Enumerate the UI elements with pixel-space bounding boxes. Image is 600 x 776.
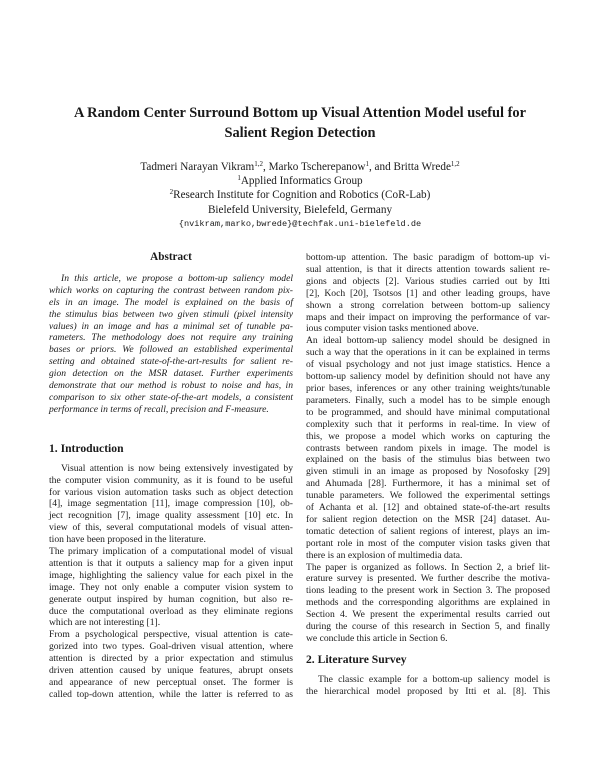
text-line: complexity such that it performs in real-time. In view of: [306, 418, 550, 430]
intro-paragraph-3-continued: [306, 252, 550, 335]
text-line: and Ahumada [28]. Furthermore, it has a minimal set of: [306, 478, 550, 490]
text-line: ious computer vision tasks mentioned above.: [306, 323, 479, 335]
text-line: which are not interesting [1].: [49, 617, 161, 629]
title-line-1: A Random Center Surround Bottom up Visual Attention Model useful for: [73, 105, 527, 121]
intro-paragraph-5: [306, 562, 550, 645]
text-line: Section 4. We present the experimental results carried out: [306, 609, 550, 621]
section-heading-introduction: 1. Introduction: [49, 441, 124, 455]
paper-title: [40, 103, 560, 143]
text-line: gorized into two types. Goal-driven visual attention, where: [49, 641, 293, 653]
abstract-heading: Abstract: [150, 251, 192, 263]
affiliation-2: [40, 188, 560, 202]
affiliation-text: Research Institute for Cognition and Robotics (CoR-Lab): [173, 189, 431, 202]
right-column: [306, 252, 550, 698]
text-line: view of this, several computational models of visual atten-: [49, 522, 293, 534]
text-line: for various vision automation tasks such as object detection: [49, 486, 293, 498]
text-line: given stimuli in an image as proposed by Nosofosky [29]: [306, 466, 550, 478]
title-line-2: Salient Region Detection: [224, 125, 376, 141]
intro-paragraph-4: [306, 335, 550, 561]
text-line: rameters. The methodology does not require any training: [49, 332, 293, 344]
text-line: of visual psychology and not just image statistics. Hence a: [306, 359, 550, 371]
intro-paragraph-3: [49, 629, 293, 700]
text-line: maps and their impact on improving the performance of var-: [306, 311, 550, 323]
affiliation-3: Bielefeld University, Bielefeld, Germany: [207, 203, 393, 216]
text-line: tunable parameters. We followed the experimental settings: [306, 490, 550, 502]
author-name: Marko Tscherepanow: [268, 161, 366, 173]
affiliation-1: [40, 174, 560, 188]
author-affiliation-marker: 1,2: [254, 160, 263, 168]
author-block: [40, 160, 560, 231]
text-line: attention is that it outputs a saliency map for a given input: [49, 557, 293, 569]
text-line: portant role in most of the computer vision tasks given that: [306, 537, 550, 549]
text-line: the stimulus bias between two given stimuli (pixel intensity: [49, 308, 293, 320]
affiliation-text: Applied Informatics Group: [240, 175, 363, 188]
intro-paragraph-2: [49, 546, 293, 629]
text-line: comparison to six other state-of-the-art models, a consistent: [49, 391, 293, 403]
abstract-body: [49, 273, 293, 416]
text-line: From a psychological perspective, visual attention is cate-: [49, 629, 293, 641]
text-line: prior bases, inferences or any other training weights/tunable: [306, 382, 550, 394]
text-line: The primary implication of a computational model of visual: [49, 546, 293, 558]
text-line: driven attention caused by unique features, abrupt onsets: [49, 665, 293, 677]
text-line: contrasts between random pixels in image. The model is: [306, 442, 550, 454]
text-line: ject recognition [7], image quality assessment [10] etc. In: [49, 510, 293, 522]
text-line: the hierarchical model proposed by Itti et al. [8]. This: [306, 685, 550, 697]
literature-paragraph-1: [306, 674, 550, 698]
text-line: bases or priors. We followed an established experimental: [49, 344, 293, 356]
text-line: tions leading to the present work in Section 3. The proposed: [306, 585, 550, 597]
affiliation-marker: 2: [169, 188, 174, 197]
author-affiliation-marker: 1,2: [450, 160, 460, 168]
text-line: gions and objects [2]. Various studies carried out by Itti: [306, 275, 550, 287]
text-line: In this article, we propose a bottom-up saliency model: [61, 272, 293, 284]
text-line: values) in an image and has a minimal set of tunable pa-: [49, 320, 293, 332]
left-column: [49, 252, 293, 701]
text-line: performance in terms of recall, precision and F-measure.: [49, 403, 269, 415]
text-line: this, we propose a model which works on capturing the: [306, 430, 550, 442]
text-line: generate output inspired by human cognition, but also re-: [49, 593, 293, 605]
text-line: sual attention, is that it directs attention towards salient re-: [306, 263, 550, 275]
text-line: An ideal bottom-up saliency model should be designed in: [306, 335, 550, 347]
author-separator: , and: [368, 161, 394, 173]
text-line: The paper is organized as follows. In Section 2, a brief lit-: [306, 561, 550, 573]
text-line: Visual attention is now being extensively investigated by: [61, 462, 293, 474]
text-line: duce the computational overload as they eliminate regions: [49, 605, 293, 617]
section-heading-literature-survey: 2. Literature Survey: [306, 652, 407, 666]
text-line: els in an image. The model is explained on the basis of: [49, 296, 293, 308]
intro-paragraph-1: [49, 463, 293, 546]
text-line: [4], image segmentation [11], image compression [10], ob-: [49, 498, 293, 510]
text-line: methods and the corresponding algorithms are explained in: [306, 597, 550, 609]
text-line: attention is directed by a prior expectation and stimulus: [49, 653, 293, 665]
text-line: such a way that the operations in it can be explained in terms: [306, 347, 550, 359]
text-line: demonstrate that our method is robust to noise and has, in: [49, 380, 293, 392]
author-name: Tadmeri Narayan Vikram: [140, 161, 255, 173]
text-line: image, highlighting the saliency value for each pixel in the: [49, 569, 293, 581]
text-line: and appearance of new perceptual onset. The former is: [49, 677, 293, 688]
text-line: [2], Koch [20], Tsotsos [1] and other leading groups, have: [306, 287, 550, 299]
text-line: explained on the basis of the stimulus bias between two: [306, 454, 550, 466]
text-line: to be programmed, and should have minimal computational: [306, 406, 550, 418]
text-line: setting and obtained state-of-the-art-results for salient re-: [49, 356, 293, 368]
text-line: erature survey is presented. We further describe the motiva-: [306, 573, 550, 585]
text-line: gion detection on the MSR dataset. Further experiments: [49, 368, 293, 380]
text-line: parameters. Finally, such a model has to be simple enough: [306, 394, 550, 406]
text-line: there is an explosion of multimedia data.: [306, 549, 463, 561]
text-line: tion have been proposed in the literature.: [49, 534, 206, 546]
text-line: of Achanta et al. [12] and obtained state-of-the-art results: [306, 502, 550, 514]
text-line: The classic example for a bottom-up saliency model is: [318, 673, 550, 685]
text-line: during the course of this research in Section 5, and finally: [306, 621, 550, 633]
text-line: bottom-up attention. The basic paradigm of bottom-up vi-: [306, 252, 550, 263]
author-emails: {nvikram,marko,bwrede}@techfak.uni-bielefeld.de: [178, 218, 422, 229]
text-line: shown a strong correlation between bottom-up saliency: [306, 299, 550, 311]
text-line: which works on capturing the contrast between random pix-: [49, 284, 293, 296]
text-line: we conclude this article in Section 6.: [306, 633, 448, 644]
text-line: for salient region detection on the MSR [24] dataset. Au-: [306, 513, 550, 525]
text-line: the computer vision community, as it is found to be useful: [49, 474, 293, 486]
author-list: [40, 160, 560, 174]
text-line: tomatic detection of salient regions of interest, plays an im-: [306, 525, 550, 537]
affiliation-marker: 1: [237, 174, 241, 183]
text-line: called top-down attention, while the latter is referred to as: [49, 688, 293, 700]
text-line: bottom-up saliency model by definition should not have any: [306, 371, 550, 383]
author-affiliation-marker: 1: [365, 160, 369, 168]
author-name: Britta Wrede: [393, 161, 451, 173]
author-separator: ,: [262, 161, 269, 173]
text-line: image. They not only enable a computer vision system to: [49, 581, 293, 593]
